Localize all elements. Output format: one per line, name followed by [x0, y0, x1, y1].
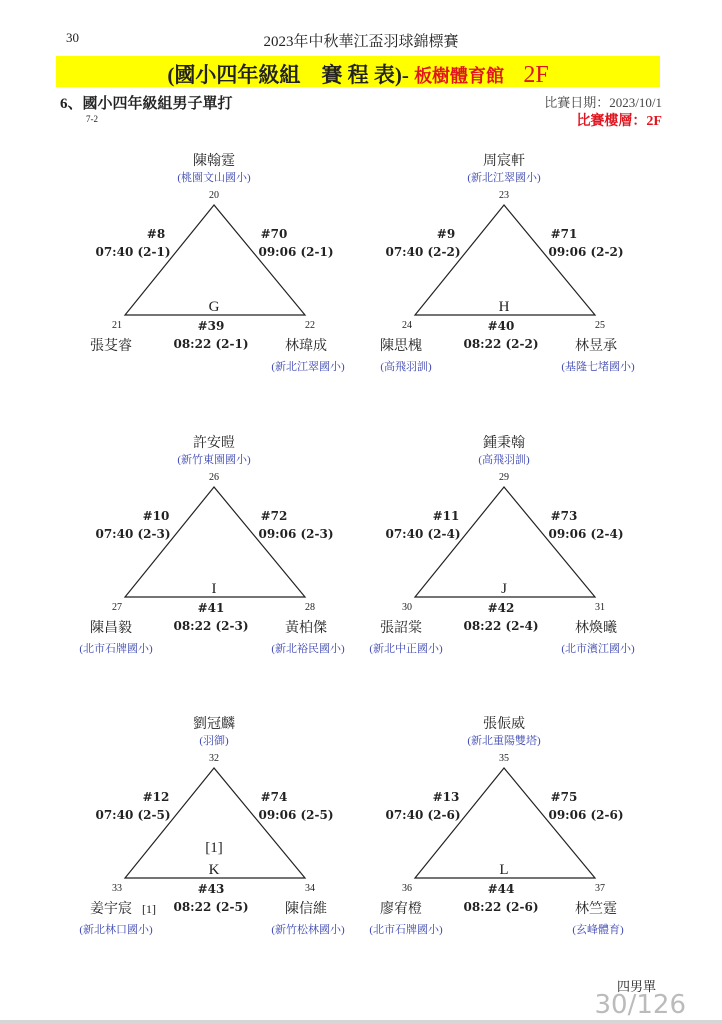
group-letter: L	[499, 862, 509, 878]
top-player-name: 張侲威	[483, 717, 525, 732]
match-left-id: #8	[146, 227, 166, 241]
match-bottom-time: 08:22 (2-2)	[463, 337, 539, 351]
match-left-id: #10	[142, 509, 170, 523]
left-player-club: (高飛羽訓)	[380, 361, 432, 373]
match-bottom-time: 08:22 (2-1)	[173, 337, 249, 351]
group-letter: J	[501, 581, 507, 597]
schedule-banner	[56, 56, 660, 87]
top-player-seed: 23	[499, 190, 509, 201]
top-player-club: (新竹東園國小)	[177, 454, 251, 466]
group-letter: K	[208, 862, 220, 878]
match-date: 比賽日期：2023/10/1	[544, 95, 662, 110]
match-bottom-id: #42	[487, 601, 515, 615]
match-left-time: 07:40 (2-2)	[385, 245, 461, 259]
match-bottom-id: #40	[487, 319, 515, 333]
footer-page: 30/126	[594, 990, 686, 1020]
banner-bracket: (國小四年級組 賽 程 表)-	[167, 63, 409, 87]
match-bottom-id: #44	[487, 882, 515, 896]
right-player-seed: 37	[595, 883, 605, 894]
right-player-club: (北市濱江國小)	[561, 643, 635, 655]
left-player-seed: 21	[112, 320, 122, 331]
right-player-name: 林竺霆	[575, 902, 617, 917]
right-player-seed: 22	[305, 320, 315, 331]
left-player-seed-mark: [1]	[142, 902, 156, 916]
right-player-name: 林昱承	[575, 339, 617, 354]
match-bottom-id: #43	[197, 882, 225, 896]
left-player-club: (新北中正國小)	[369, 643, 443, 655]
right-player-club: (玄峰體育)	[572, 924, 624, 936]
left-player-name	[380, 617, 432, 637]
top-player-name: 劉冠麟	[193, 717, 235, 732]
group-k	[70, 713, 360, 963]
banner-floor: 2F	[523, 62, 549, 88]
section-code: 7-2	[86, 114, 98, 124]
match-right-time: 09:06 (2-6)	[548, 808, 624, 822]
right-player-club: (新竹松林國小)	[271, 924, 345, 936]
match-bottom-time: 08:22 (2-4)	[463, 619, 539, 633]
group-i	[70, 432, 360, 682]
top-player-seed: 29	[499, 472, 509, 483]
left-player-name	[90, 898, 156, 918]
match-right-id: #74	[260, 790, 288, 804]
match-left-id: #11	[432, 509, 460, 523]
section-title: 6、國小四年級組男子單打	[60, 96, 233, 112]
top-player-seed: 32	[209, 753, 219, 764]
top-player-name: 陳翰霆	[193, 154, 235, 169]
left-player-name	[380, 335, 432, 355]
left-player-name	[380, 898, 432, 918]
group-l	[360, 713, 650, 963]
match-right-time: 09:06 (2-2)	[548, 245, 624, 259]
banner-text	[56, 59, 660, 89]
left-player-club: (北市石牌國小)	[79, 643, 153, 655]
match-left-id: #13	[432, 790, 460, 804]
page-number: 30	[66, 30, 79, 45]
top-player-club: (桃園文山國小)	[177, 172, 251, 184]
right-player-name: 林煥曦	[575, 621, 617, 636]
top-player-seed: 20	[209, 190, 219, 201]
left-player-seed: 36	[402, 883, 412, 894]
match-right-time: 09:06 (2-4)	[548, 527, 624, 541]
match-right-id: #72	[260, 509, 288, 523]
left-player-name	[90, 617, 142, 637]
seed-mark: [1]	[205, 840, 223, 856]
match-bottom-time: 08:22 (2-5)	[173, 900, 249, 914]
tournament-title: 2023年中秋華江盃羽球錦標賽	[263, 34, 459, 50]
top-player-name: 許安暟	[193, 436, 235, 451]
match-right-time: 09:06 (2-5)	[258, 808, 334, 822]
top-player-name: 周宸軒	[483, 154, 525, 169]
right-player-seed: 28	[305, 602, 315, 613]
match-left-time: 07:40 (2-5)	[95, 808, 171, 822]
match-right-id: #75	[550, 790, 578, 804]
right-player-name: 林瑋成	[285, 339, 327, 354]
left-player-seed: 24	[402, 320, 412, 331]
left-player-name	[90, 335, 142, 355]
bottom-bar	[0, 1020, 722, 1024]
right-player-seed: 25	[595, 320, 605, 331]
left-player-name-text: 陳昌毅	[90, 621, 132, 636]
match-left-time: 07:40 (2-4)	[385, 527, 461, 541]
left-player-seed: 33	[112, 883, 122, 894]
match-bottom-time: 08:22 (2-6)	[463, 900, 539, 914]
left-player-name-text: 張芟睿	[90, 339, 132, 354]
match-bottom-id: #41	[197, 601, 225, 615]
right-player-club: (基隆七堵國小)	[561, 361, 635, 373]
left-player-club: (新北林口國小)	[79, 924, 153, 936]
match-bottom-id: #39	[197, 319, 225, 333]
group-letter: H	[498, 299, 510, 315]
left-player-name-text: 張詔棠	[380, 621, 422, 636]
match-left-time: 07:40 (2-6)	[385, 808, 461, 822]
left-player-seed: 30	[402, 602, 412, 613]
match-right-time: 09:06 (2-3)	[258, 527, 334, 541]
group-j	[360, 432, 650, 682]
match-left-time: 07:40 (2-1)	[95, 245, 171, 259]
top-player-club: (新北重陽雙塔)	[467, 735, 541, 747]
left-player-name-text: 廖宥橙	[380, 902, 422, 917]
match-bottom-time: 08:22 (2-3)	[173, 619, 249, 633]
match-right-time: 09:06 (2-1)	[258, 245, 334, 259]
top-player-club: (新北江翠國小)	[467, 172, 541, 184]
banner-venue: 板樹體育館	[414, 66, 505, 86]
left-player-seed: 27	[112, 602, 122, 613]
group-letter: I	[211, 581, 217, 597]
left-player-club: (北市石牌國小)	[369, 924, 443, 936]
right-player-name: 陳信維	[285, 902, 327, 917]
match-right-id: #70	[260, 227, 288, 241]
top-player-seed: 26	[209, 472, 219, 483]
top-player-seed: 35	[499, 753, 509, 764]
match-left-time: 07:40 (2-3)	[95, 527, 171, 541]
group-g	[70, 150, 360, 400]
match-right-id: #73	[550, 509, 578, 523]
floor-label: 比賽樓層：2F	[576, 114, 662, 129]
top-player-club: (高飛羽訓)	[478, 454, 530, 466]
footer-label: 四男單	[616, 979, 656, 994]
top-player-name: 鍾秉翰	[483, 436, 525, 451]
right-player-seed: 34	[305, 883, 315, 894]
group-h	[360, 150, 650, 400]
right-player-seed: 31	[595, 602, 605, 613]
right-player-club: (新北裕民國小)	[271, 643, 345, 655]
top-player-club: (羽御)	[199, 735, 229, 747]
match-right-id: #71	[550, 227, 578, 241]
group-letter: G	[208, 299, 220, 315]
match-left-id: #12	[142, 790, 170, 804]
right-player-club: (新北江翠國小)	[271, 361, 345, 373]
right-player-name: 黃柏傑	[285, 621, 327, 636]
match-left-id: #9	[436, 227, 456, 241]
left-player-name-text: 陳思槐	[380, 339, 422, 354]
left-player-name-text: 姜宇宸	[90, 902, 132, 917]
